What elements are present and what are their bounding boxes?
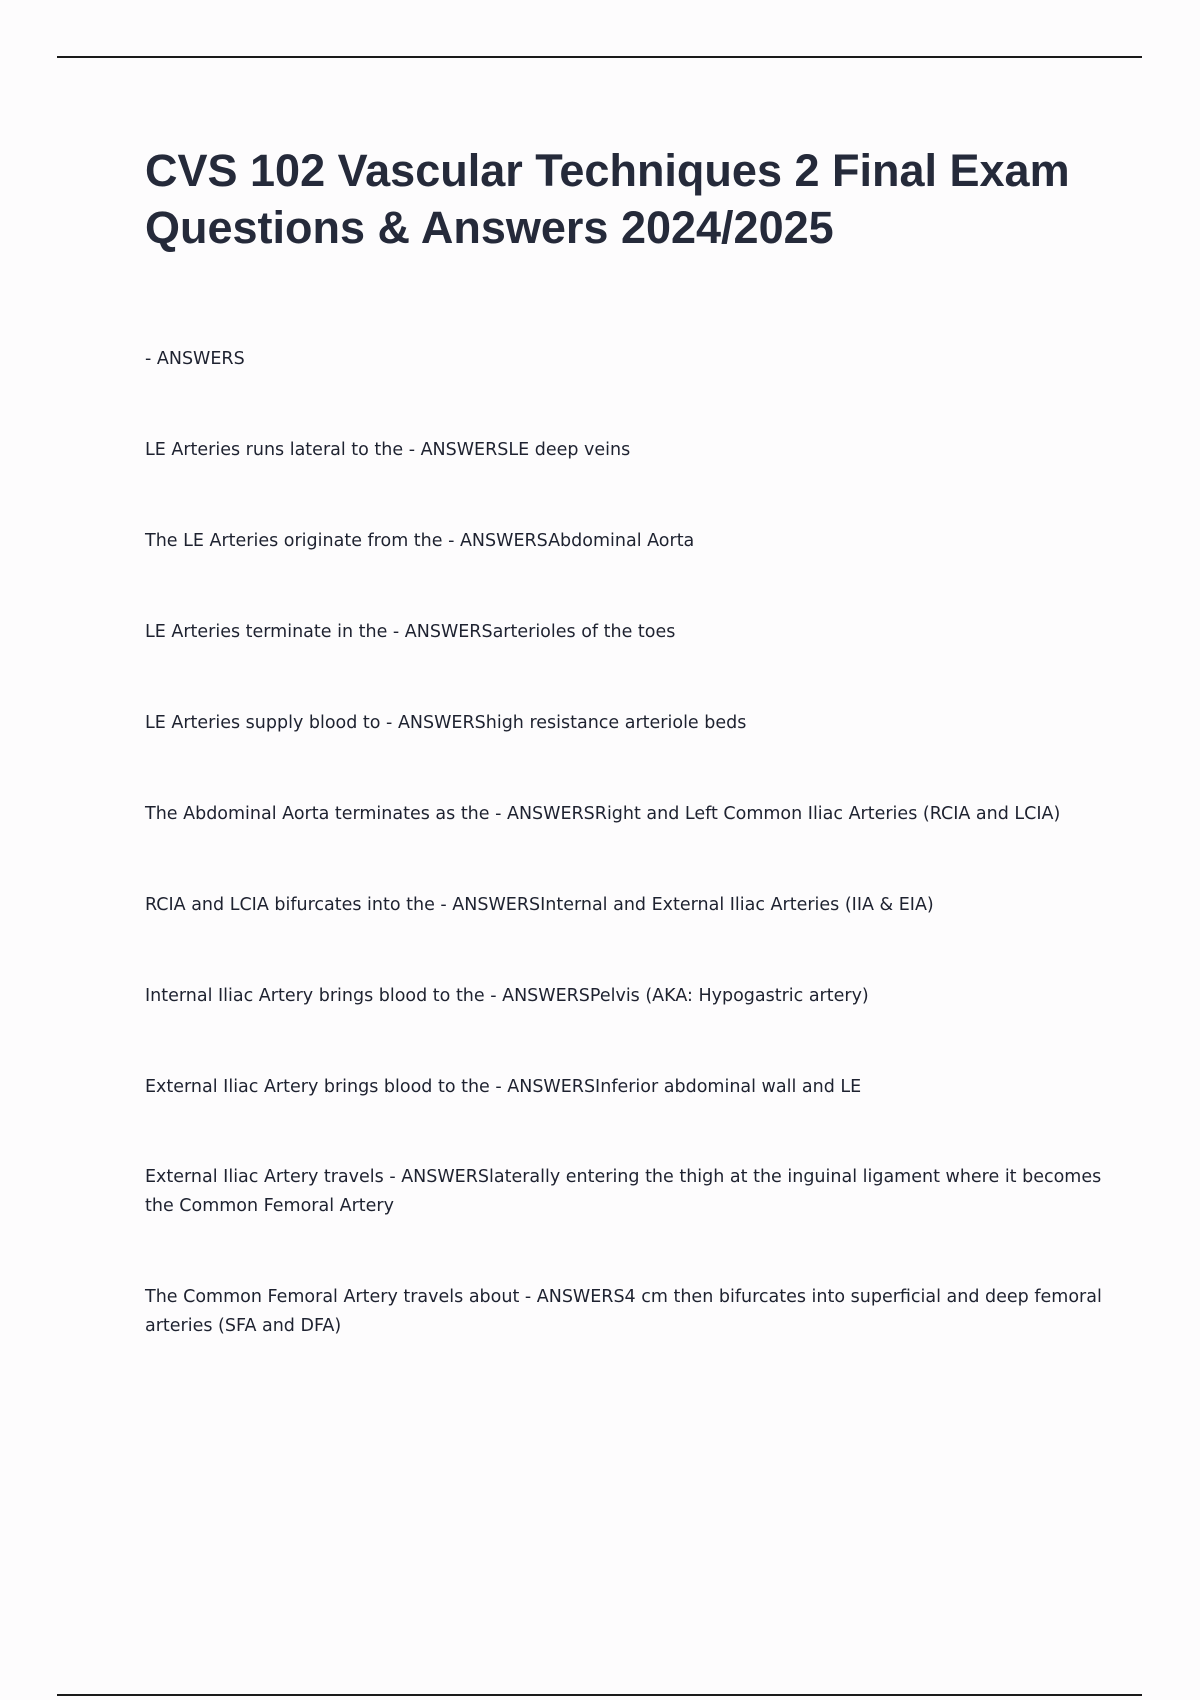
top-divider (57, 56, 1142, 58)
qa-item: The Abdominal Aorta terminates as the - ANSWERSRight and Left Common Iliac Arteries (RCIA and LCIA) (145, 804, 1061, 824)
qa-list (145, 344, 1105, 1403)
document-title: CVS 102 Vascular Techniques 2 Final Exam Questions & Answers 2024/2025 (145, 145, 1070, 253)
qa-item: The Common Femoral Artery travels about - ANSWERS4 cm then bifurcates into superficial and deep femoral arteries (SFA and DFA) (145, 1287, 1102, 1336)
bottom-divider (57, 1694, 1142, 1696)
qa-item: LE Arteries terminate in the - ANSWERSarterioles of the toes (145, 622, 676, 642)
qa-item: Internal Iliac Artery brings blood to the - ANSWERSPelvis (AKA: Hypogastric artery) (145, 986, 869, 1006)
qa-item: - ANSWERS (145, 349, 245, 369)
qa-item: LE Arteries runs lateral to the - ANSWERSLE deep veins (145, 440, 631, 460)
qa-item: External Iliac Artery travels - ANSWERSlaterally entering the thigh at the inguinal ligament where it becomes the Common Femoral Artery (145, 1167, 1102, 1216)
qa-item: LE Arteries supply blood to - ANSWERShigh resistance arteriole beds (145, 713, 747, 733)
qa-item: External Iliac Artery brings blood to the - ANSWERSInferior abdominal wall and LE (145, 1077, 862, 1097)
qa-item: RCIA and LCIA bifurcates into the - ANSWERSInternal and External Iliac Arteries (IIA & EIA) (145, 895, 934, 915)
qa-item: The LE Arteries originate from the - ANSWERSAbdominal Aorta (145, 531, 695, 551)
